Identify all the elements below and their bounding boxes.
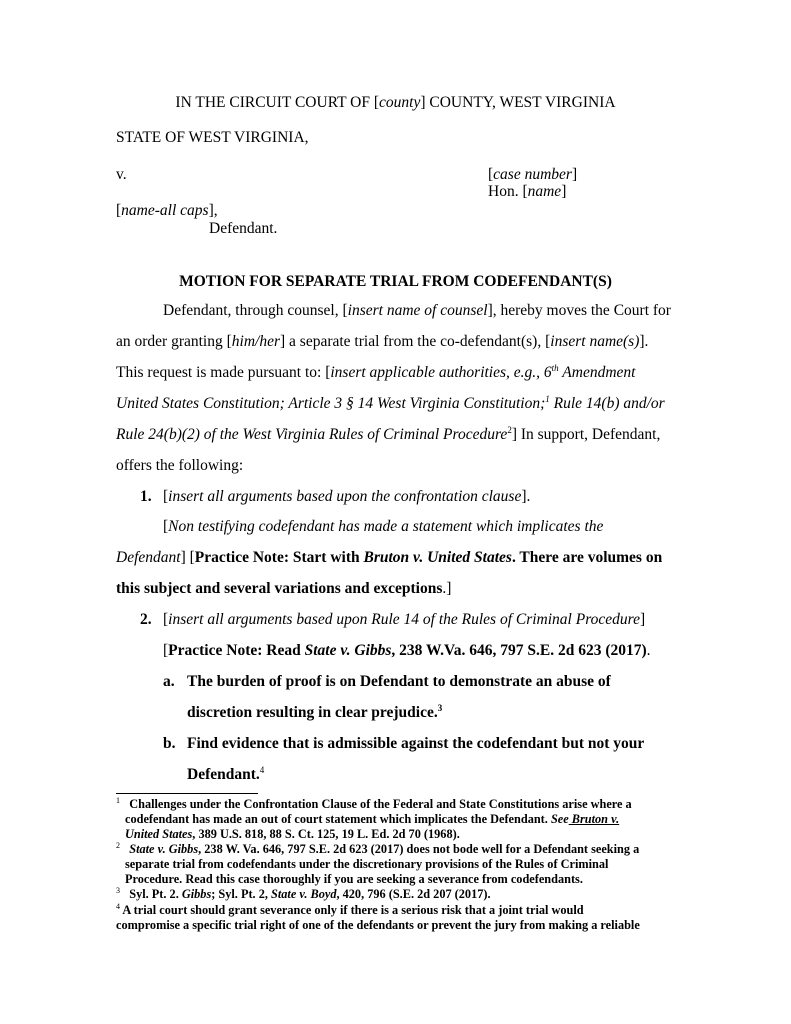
defendant-name: [name-all caps], [116, 202, 218, 219]
subitem-marker-a: a. [163, 673, 175, 690]
subitem-marker-b: b. [163, 735, 176, 752]
footnote-ref-1[interactable]: 1 [545, 393, 550, 404]
judge-name: Hon. [name] [488, 183, 567, 200]
footnote-ref-3[interactable]: 3 [437, 702, 443, 713]
footnote-1-line-1: $^1$ Challenges under the Confrontation Clause of the Federal and State Constitutions arise where a [116, 795, 632, 811]
item-1-note-line-1: [Non testifying codefendant has made a statement which implicates the [163, 518, 604, 535]
body-line-2: an order granting [him/her] a separate trial from the co-defendant(s), [insert name(s)]. [116, 333, 649, 350]
footnote-ref-4[interactable]: 4 [259, 764, 265, 775]
court-heading: IN THE CIRCUIT COURT OF [county] COUNTY, WEST VIRGINIA [175, 94, 616, 111]
item-1-note-line-2: Defendant] [Practice Note: Start with Bruton v. United States. There are volumes on [116, 549, 663, 566]
body-line-3: This request is made pursuant to: [insert applicable authorities, e.g., 6th Amendment [116, 362, 636, 381]
footnote-1-line-3: United States, 389 U.S. 818, 88 S. Ct. 125, 19 L. Ed. 2d 70 (1968). [125, 827, 460, 841]
footnote-1-line-2: codefendant has made an out of court statement which implicates the Defendant. See Bruton v. [125, 812, 620, 826]
subitem-a-line-1: The burden of proof is on Defendant to demonstrate an abuse of [187, 673, 611, 690]
footnote-separator [116, 793, 258, 794]
item-number-1: 1. [140, 488, 152, 505]
footnote-3: $^3$ Syl. Pt. 2. Gibbs; Syl. Pt. 2, State v. Boyd, 420, 796 (S.E. 2d 207 (2017). [116, 885, 491, 901]
plaintiff-name: STATE OF WEST VIRGINIA, [116, 129, 309, 146]
footnote-2-line-3: Procedure. Read this case thoroughly if you are seeking a severance from codefendants. [125, 872, 583, 886]
footnote-ref-2[interactable]: 2 [507, 424, 512, 435]
body-line-6: offers the following: [116, 457, 244, 474]
defendant-label: Defendant. [209, 220, 278, 237]
body-line-1: Defendant, through counsel, [insert name of counsel], hereby moves the Court for [163, 302, 671, 319]
footnote-4-line-2: compromise a specific trial right of one of the defendants or prevent the jury from making a reliable [116, 918, 640, 932]
item-1-note-line-3: this subject and several variations and exceptions.] [116, 580, 452, 597]
case-number: [case number] [488, 166, 578, 183]
item-2-note: [Practice Note: Read State v. Gibbs, 238 W.Va. 646, 797 S.E. 2d 623 (2017). [163, 642, 651, 659]
footnote-2-line-2: separate trial from codefendants under the discretionary provisions of the Rules of Criminal [125, 857, 609, 871]
item-2-text: [insert all arguments based upon Rule 14 of the Rules of Criminal Procedure] [163, 611, 646, 628]
subitem-a-line-2: discretion resulting in clear prejudice.$^3$ [187, 702, 443, 721]
versus: v. [116, 166, 127, 183]
item-1-text: [insert all arguments based upon the confrontation clause]. [163, 488, 531, 505]
subitem-b-line-1: Find evidence that is admissible against the codefendant but not your [187, 735, 645, 752]
body-line-4: United States Constitution; Article 3 § 14 West Virginia Constitution;$^1$ Rule 14(b) and/or [116, 393, 665, 412]
body-line-5: Rule 24(b)(2) of the West Virginia Rules of Criminal Procedure$^2$] In support, Defendant, [116, 424, 661, 443]
document-title: MOTION FOR SEPARATE TRIAL FROM CODEFENDANT(S) [179, 273, 612, 290]
subitem-b-line-2: Defendant.$^4$ [187, 764, 265, 783]
footnote-2-line-1: $^2$ State v. Gibbs, 238 W. Va. 646, 797 S.E. 2d 623 (2017) does not bode well for a Defendant seeking a [116, 840, 640, 856]
item-number-2: 2. [140, 611, 152, 628]
footnote-4-line-1: $^4$ A trial court should grant severance only if there is a serious risk that a joint trial would [116, 901, 584, 917]
